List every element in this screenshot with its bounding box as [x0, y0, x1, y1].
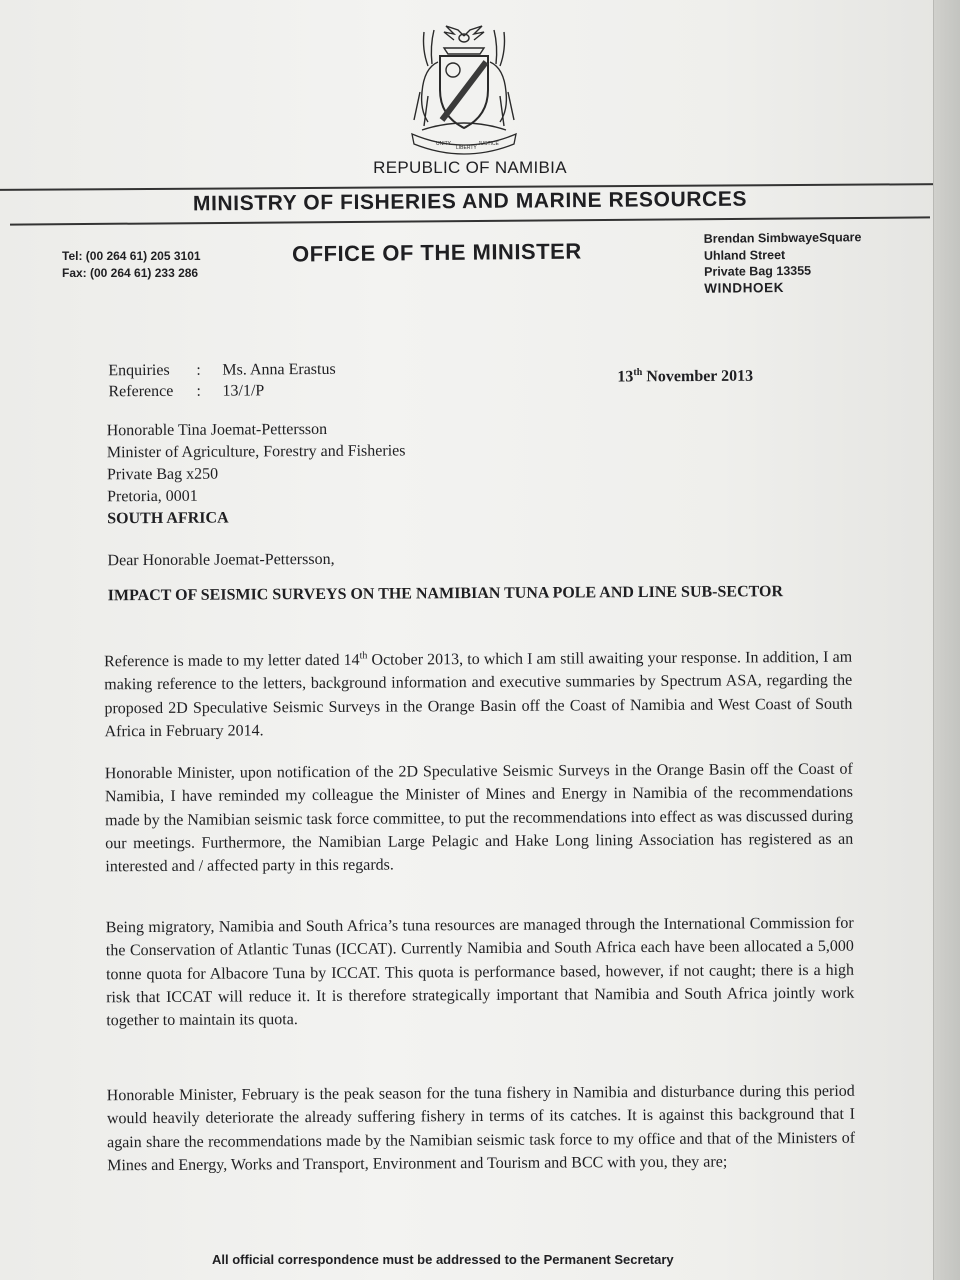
motto-unity: UNITY: [436, 141, 451, 147]
recipient-line: Private Bag x250: [106, 465, 219, 484]
reference-value: 13/1/P: [222, 382, 265, 400]
ministry-heading: MINISTRY OF FISHERIES AND MARINE RESOURCES: [192, 187, 748, 216]
paragraph-1: [104, 646, 853, 744]
enquiries-label: Enquiries: [108, 361, 170, 380]
paragraph-4: Honorable Minister, February is the peak season for the tuna fishery in Namibia and disturbance during this period would heavily deteriorate the already suffering fishery in terms of its catches. It is against this background that I again share the recommendations made by the Namibian seismic task force to my office and that of the Ministers of Mines and Energy, Works and Transport, Environment and Tourism and BCC with you, they are;: [106, 1082, 856, 1175]
republic-heading: REPUBLIC OF NAMIBIA: [373, 158, 567, 177]
separator: :: [196, 361, 201, 379]
date-month-year: November 2013: [642, 367, 754, 386]
enquiries-value: Ms. Anna Erastus: [222, 360, 336, 379]
enquiries-block: [108, 359, 336, 402]
page-stack-edge: [933, 0, 960, 1280]
paragraph-1-sup: th: [359, 650, 368, 662]
motto-justice: JUSTICE: [478, 141, 499, 147]
recipient-line: Honorable Tina Joemat-Pettersson: [106, 420, 328, 440]
paragraph-1-rest: October 2013, to which I am still awaiting your response. In addition, I am making reference to the letters, background information and executive summaries by Spectrum ASA, regarding the proposed 2D Speculative Seismic Surveys in the Orange Basin off the Coast of Namibia and West Coast of South Africa in February 2014.: [104, 648, 853, 741]
paragraph-2: Honorable Minister, upon notification of the 2D Speculative Seismic Surveys in the Orange Basin off the Coast of Namibia, I have reminded my colleague the Minister of Mines and Energy in Namibia of the recommendations made by the Namibian seismic task force committee, to put the recommendations into effect as was discussed during our meetings. Furthermore, the Namibian Large Pelagic and Hake Long lining Association has registered as an interested and / affected party in this regards.: [104, 760, 854, 876]
fax-number: Fax: (00 264 61) 233 286: [62, 266, 199, 280]
recipient-line: Minister of Agriculture, Forestry and Fisheries: [106, 442, 406, 462]
recipient-country: SOUTH AFRICA: [107, 509, 229, 528]
subject-line: IMPACT OF SEISMIC SURVEYS ON THE NAMIBIAN TUNA POLE AND LINE SUB-SECTOR: [107, 583, 784, 605]
date-suffix: th: [633, 367, 643, 379]
address-line: Brendan SimbwayeSquare: [703, 230, 862, 246]
recipient-address: [107, 418, 406, 530]
address-city: WINDHOEK: [704, 279, 785, 296]
separator: :: [196, 382, 201, 400]
motto-liberty: LIBERTY: [456, 145, 477, 151]
salutation: Dear Honorable Joemat-Pettersson,: [107, 550, 335, 570]
office-heading: OFFICE OF THE MINISTER: [291, 238, 582, 267]
reference-label: Reference: [108, 382, 174, 401]
reference-row: [108, 380, 335, 402]
address-line: Uhland Street: [703, 247, 786, 263]
address-line: Private Bag 13355: [704, 263, 812, 279]
footer-note: All official correspondence must be addressed to the Permanent Secretary: [212, 1252, 674, 1267]
date-day: 13: [617, 368, 634, 386]
paragraph-3: Being migratory, Namibia and South Africa’s tuna resources are managed through the International Commission for the Conservation of Atlantic Tunas (ICCAT). Currently Namibia and South Africa each have been allocated a 5,000 tonne quota for Albacore Tuna by ICCAT. This quota is performance based, however, if not caught; there is a high risk that ICCAT will reduce it. It is therefore strategically important that Namibia and South Africa jointly work together to maintain its quota.: [105, 914, 855, 1030]
letter-date: [617, 366, 753, 386]
enquiries-row: [108, 359, 335, 381]
recipient-line: Pretoria, 0001: [107, 487, 198, 506]
paragraph-1-start: Reference is made to my letter dated 14: [104, 651, 360, 671]
telephone-number: Tel: (00 264 61) 205 3101: [62, 249, 201, 263]
